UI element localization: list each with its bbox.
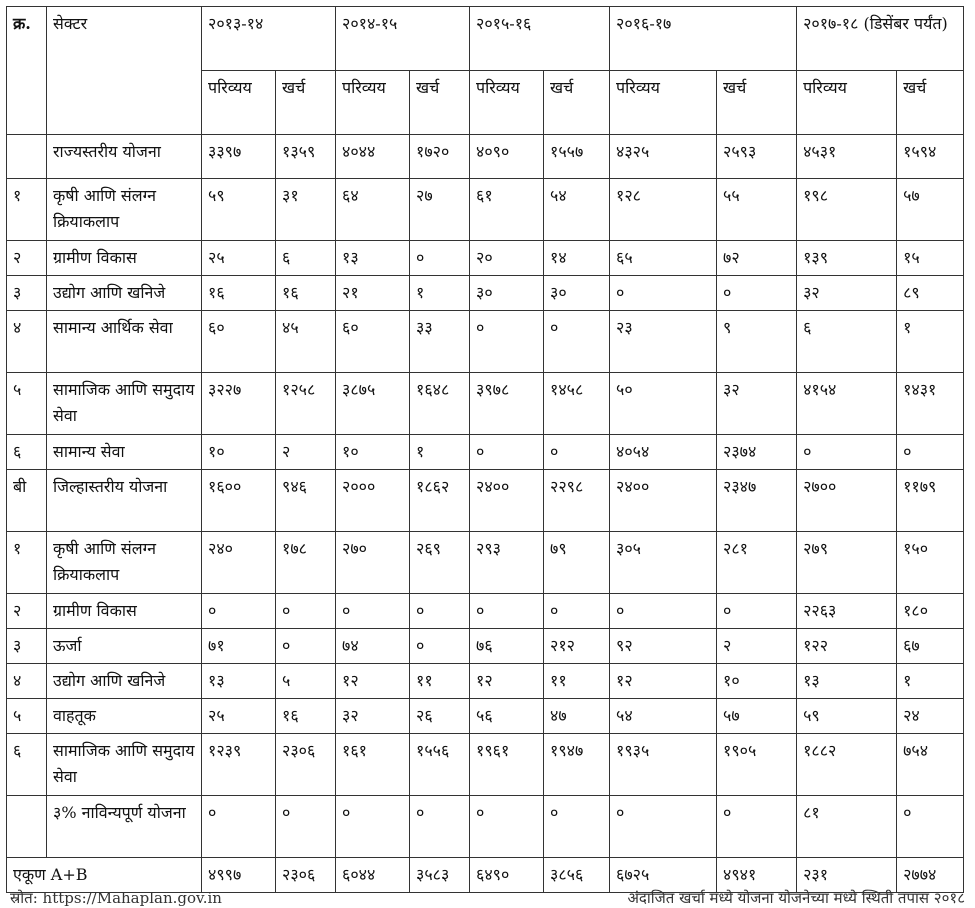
expense-cell: ५ (276, 664, 336, 699)
total-outlay-cell: ६४९० (470, 858, 544, 893)
outlay-cell: ५४ (610, 699, 717, 734)
outlay-cell: ८१ (797, 796, 897, 858)
row-sector: सामान्य आर्थिक सेवा (47, 311, 202, 373)
expense-cell: ० (717, 796, 797, 858)
total-expense-cell: ३८५६ (544, 858, 610, 893)
expense-cell: १५ (897, 241, 964, 276)
outlay-cell: १८८२ (797, 734, 897, 796)
outlay-cell: १६ (202, 276, 276, 311)
outlay-cell: ७४ (336, 629, 410, 664)
outlay-cell: ७१ (202, 629, 276, 664)
outlay-cell: ९२ (610, 629, 717, 664)
expense-cell: ३३ (410, 311, 470, 373)
header-outlay: परिव्यय (470, 71, 544, 135)
table-row (7, 135, 964, 179)
outlay-cell: २३ (610, 311, 717, 373)
table-row (7, 664, 964, 699)
expense-cell: २३७४ (717, 435, 797, 470)
table-body (7, 135, 964, 893)
expense-cell: ७९ (544, 532, 610, 594)
outlay-cell: १३ (202, 664, 276, 699)
expense-cell: ० (276, 594, 336, 629)
outlay-cell: ३२ (797, 276, 897, 311)
outlay-cell: ३३९७ (202, 135, 276, 179)
plan-expenditure-table (6, 6, 964, 893)
header-outlay: परिव्यय (202, 71, 276, 135)
header-outlay: परिव्यय (797, 71, 897, 135)
expense-cell: १४५८ (544, 373, 610, 435)
outlay-cell: ० (336, 594, 410, 629)
table-row (7, 276, 964, 311)
expense-cell: १३५९ (276, 135, 336, 179)
outlay-cell: ० (470, 435, 544, 470)
total-expense-cell: २३०६ (276, 858, 336, 893)
outlay-cell: ० (610, 796, 717, 858)
table-row (7, 796, 964, 858)
expense-cell: ० (276, 629, 336, 664)
row-sector: सामाजिक आणि समुदाय सेवा (47, 373, 202, 435)
outlay-cell: १९६१ (470, 734, 544, 796)
header-sr: क्र. (7, 7, 47, 135)
outlay-cell: २० (470, 241, 544, 276)
outlay-cell: ४१५४ (797, 373, 897, 435)
source-text: स्रोत: https://Mahaplan.gov.in (10, 889, 222, 907)
expense-cell: ८९ (897, 276, 964, 311)
expense-cell: ५७ (717, 699, 797, 734)
outlay-cell: २००० (336, 470, 410, 532)
total-outlay-cell: २३१ (797, 858, 897, 893)
outlay-cell: ४०४४ (336, 135, 410, 179)
expense-cell: २३०६ (276, 734, 336, 796)
outlay-cell: १२ (336, 664, 410, 699)
expense-cell: ४७ (544, 699, 610, 734)
expense-cell: ० (897, 435, 964, 470)
expense-cell: १ (897, 664, 964, 699)
expense-cell: ० (410, 241, 470, 276)
expense-cell: १० (717, 664, 797, 699)
expense-cell: ५७ (897, 179, 964, 241)
expense-cell: ० (410, 629, 470, 664)
expense-cell: १८० (897, 594, 964, 629)
outlay-cell: ० (797, 435, 897, 470)
row-sector: वाहतूक (47, 699, 202, 734)
expense-cell: ० (544, 311, 610, 373)
table-row (7, 629, 964, 664)
row-sr: ३ (7, 629, 47, 664)
expense-cell: ० (544, 594, 610, 629)
outlay-cell: ६५ (610, 241, 717, 276)
outlay-cell: २५ (202, 699, 276, 734)
table-row (7, 179, 964, 241)
expense-cell: ५५ (717, 179, 797, 241)
header-outlay: परिव्यय (336, 71, 410, 135)
header-expense: खर्च (410, 71, 470, 135)
expense-cell: ० (717, 594, 797, 629)
outlay-cell: ५९ (202, 179, 276, 241)
expense-cell: ३१ (276, 179, 336, 241)
outlay-cell: १६०० (202, 470, 276, 532)
outlay-cell: ६० (336, 311, 410, 373)
expense-cell: २३४७ (717, 470, 797, 532)
row-sector: जिल्हास्तरीय योजना (47, 470, 202, 532)
expense-cell: १५५७ (544, 135, 610, 179)
outlay-cell: १६१ (336, 734, 410, 796)
row-sector: ऊर्जा (47, 629, 202, 664)
outlay-cell: ६४ (336, 179, 410, 241)
expense-cell: ६ (276, 241, 336, 276)
row-sr: ६ (7, 435, 47, 470)
outlay-cell: १२८ (610, 179, 717, 241)
expense-cell: ११७९ (897, 470, 964, 532)
expense-cell: २४ (897, 699, 964, 734)
expense-cell: १ (410, 435, 470, 470)
row-sr (7, 796, 47, 858)
expense-cell: २१२ (544, 629, 610, 664)
expense-cell: १७२० (410, 135, 470, 179)
expense-cell: १८६२ (410, 470, 470, 532)
outlay-cell: ५० (610, 373, 717, 435)
outlay-cell: १३ (336, 241, 410, 276)
expense-cell: ६७ (897, 629, 964, 664)
total-expense-cell: ४९४१ (717, 858, 797, 893)
expense-cell: ० (276, 796, 336, 858)
header-expense: खर्च (544, 71, 610, 135)
expense-cell: ० (544, 435, 610, 470)
expense-cell: ० (897, 796, 964, 858)
outlay-cell: ५९ (797, 699, 897, 734)
outlay-cell: २२६३ (797, 594, 897, 629)
expense-cell: ११ (410, 664, 470, 699)
row-sector: ग्रामीण विकास (47, 594, 202, 629)
expense-cell: ७२ (717, 241, 797, 276)
row-sector: उद्योग आणि खनिजे (47, 664, 202, 699)
outlay-cell: ४३२५ (610, 135, 717, 179)
row-sector: कृषी आणि संलग्न क्रियाकलाप (47, 179, 202, 241)
outlay-cell: ० (202, 796, 276, 858)
total-outlay-cell: ६०४४ (336, 858, 410, 893)
expense-cell: ३० (544, 276, 610, 311)
outlay-cell: ७६ (470, 629, 544, 664)
row-sector: उद्योग आणि खनिजे (47, 276, 202, 311)
row-sr: ५ (7, 699, 47, 734)
outlay-cell: ६१ (470, 179, 544, 241)
outlay-cell: १९३५ (610, 734, 717, 796)
outlay-cell: ० (470, 594, 544, 629)
outlay-cell: ६० (202, 311, 276, 373)
table-row (7, 734, 964, 796)
outlay-cell: ३२२७ (202, 373, 276, 435)
row-sr: ५ (7, 373, 47, 435)
row-sr: ६ (7, 734, 47, 796)
total-expense-cell: २७७४ (897, 858, 964, 893)
outlay-cell: २९३ (470, 532, 544, 594)
table-row (7, 241, 964, 276)
outlay-cell: २५ (202, 241, 276, 276)
outlay-cell: १२ (470, 664, 544, 699)
outlay-cell: ५६ (470, 699, 544, 734)
header-year: २०१४-१५ (336, 7, 470, 71)
outlay-cell: ३९७८ (470, 373, 544, 435)
outlay-cell: ४५३१ (797, 135, 897, 179)
expense-cell: ० (410, 594, 470, 629)
header-expense: खर्च (897, 71, 964, 135)
expense-cell: २७ (410, 179, 470, 241)
expense-cell: २६९ (410, 532, 470, 594)
outlay-cell: २१ (336, 276, 410, 311)
table-row (7, 532, 964, 594)
outlay-cell: १२२ (797, 629, 897, 664)
outlay-cell: २४० (202, 532, 276, 594)
total-label: एकूण A+B (7, 858, 202, 893)
outlay-cell: ४०५४ (610, 435, 717, 470)
header-year: २०१५-१६ (470, 7, 610, 71)
outlay-cell: १३ (797, 664, 897, 699)
header-sector: सेक्टर (47, 7, 202, 135)
total-outlay-cell: ६७२५ (610, 858, 717, 893)
outlay-cell: २७० (336, 532, 410, 594)
header-year: २०१७-१८ (डिसेंबर पर्यंत) (797, 7, 964, 71)
row-sr: १ (7, 532, 47, 594)
expense-cell: १२५८ (276, 373, 336, 435)
row-sector: कृषी आणि संलग्न क्रियाकलाप (47, 532, 202, 594)
row-sector: राज्यस्तरीय योजना (47, 135, 202, 179)
expense-cell: २ (276, 435, 336, 470)
row-sr: बी (7, 470, 47, 532)
row-sr: २ (7, 594, 47, 629)
expense-cell: १६४८ (410, 373, 470, 435)
header-expense: खर्च (717, 71, 797, 135)
outlay-cell: १० (336, 435, 410, 470)
table-row (7, 373, 964, 435)
expense-cell: १५५६ (410, 734, 470, 796)
expense-cell: २२९८ (544, 470, 610, 532)
row-sector: सामान्य सेवा (47, 435, 202, 470)
expense-cell: ९ (717, 311, 797, 373)
table-row (7, 435, 964, 470)
outlay-cell: १२ (610, 664, 717, 699)
expense-cell: ० (717, 276, 797, 311)
expense-cell: ० (544, 796, 610, 858)
expense-cell: १४३१ (897, 373, 964, 435)
header-year: २०१३-१४ (202, 7, 336, 71)
outlay-cell: ३८७५ (336, 373, 410, 435)
row-sr: २ (7, 241, 47, 276)
table-row (7, 311, 964, 373)
footer-note: अंदाजित खर्चा मध्ये योजना योजनेच्या मध्ये स्थिती तपास २०१८ (627, 889, 965, 907)
expense-cell: १७८ (276, 532, 336, 594)
expense-cell: ४५ (276, 311, 336, 373)
row-sector: सामाजिक आणि समुदाय सेवा (47, 734, 202, 796)
row-sector: ग्रामीण विकास (47, 241, 202, 276)
header-outlay: परिव्यय (610, 71, 717, 135)
expense-cell: १४ (544, 241, 610, 276)
outlay-cell: ० (610, 276, 717, 311)
outlay-cell: २७९ (797, 532, 897, 594)
outlay-cell: १० (202, 435, 276, 470)
expense-cell: ९४६ (276, 470, 336, 532)
expense-cell: २ (717, 629, 797, 664)
outlay-cell: २७०० (797, 470, 897, 532)
outlay-cell: ० (470, 311, 544, 373)
outlay-cell: १३९ (797, 241, 897, 276)
expense-cell: ० (410, 796, 470, 858)
expense-cell: १६ (276, 699, 336, 734)
table-row (7, 470, 964, 532)
expense-cell: २८१ (717, 532, 797, 594)
row-sr: ३ (7, 276, 47, 311)
expense-cell: १६ (276, 276, 336, 311)
outlay-cell: ३२ (336, 699, 410, 734)
row-sr: १ (7, 179, 47, 241)
outlay-cell: ० (336, 796, 410, 858)
row-sr: ४ (7, 311, 47, 373)
row-sr: ४ (7, 664, 47, 699)
outlay-cell: १२३९ (202, 734, 276, 796)
header-expense: खर्च (276, 71, 336, 135)
table-row (7, 594, 964, 629)
outlay-cell: ३०५ (610, 532, 717, 594)
outlay-cell: ४०९० (470, 135, 544, 179)
expense-cell: ११ (544, 664, 610, 699)
expense-cell: १ (410, 276, 470, 311)
outlay-cell: १९८ (797, 179, 897, 241)
outlay-cell: ३० (470, 276, 544, 311)
total-outlay-cell: ४९९७ (202, 858, 276, 893)
expense-cell: १५० (897, 532, 964, 594)
expense-cell: ७५४ (897, 734, 964, 796)
table-row (7, 699, 964, 734)
expense-cell: २५९३ (717, 135, 797, 179)
header-year: २०१६-१७ (610, 7, 797, 71)
total-expense-cell: ३५८३ (410, 858, 470, 893)
expense-cell: ५४ (544, 179, 610, 241)
expense-cell: २६ (410, 699, 470, 734)
expense-cell: १९४७ (544, 734, 610, 796)
outlay-cell: २४०० (610, 470, 717, 532)
row-sector: ३% नाविन्यपूर्ण योजना (47, 796, 202, 858)
outlay-cell: ० (202, 594, 276, 629)
expense-cell: १९०५ (717, 734, 797, 796)
outlay-cell: ६ (797, 311, 897, 373)
expense-cell: १५९४ (897, 135, 964, 179)
outlay-cell: ० (470, 796, 544, 858)
footer (10, 888, 965, 908)
outlay-cell: ० (610, 594, 717, 629)
expense-cell: १ (897, 311, 964, 373)
expense-cell: ३२ (717, 373, 797, 435)
outlay-cell: २४०० (470, 470, 544, 532)
row-sr (7, 135, 47, 179)
